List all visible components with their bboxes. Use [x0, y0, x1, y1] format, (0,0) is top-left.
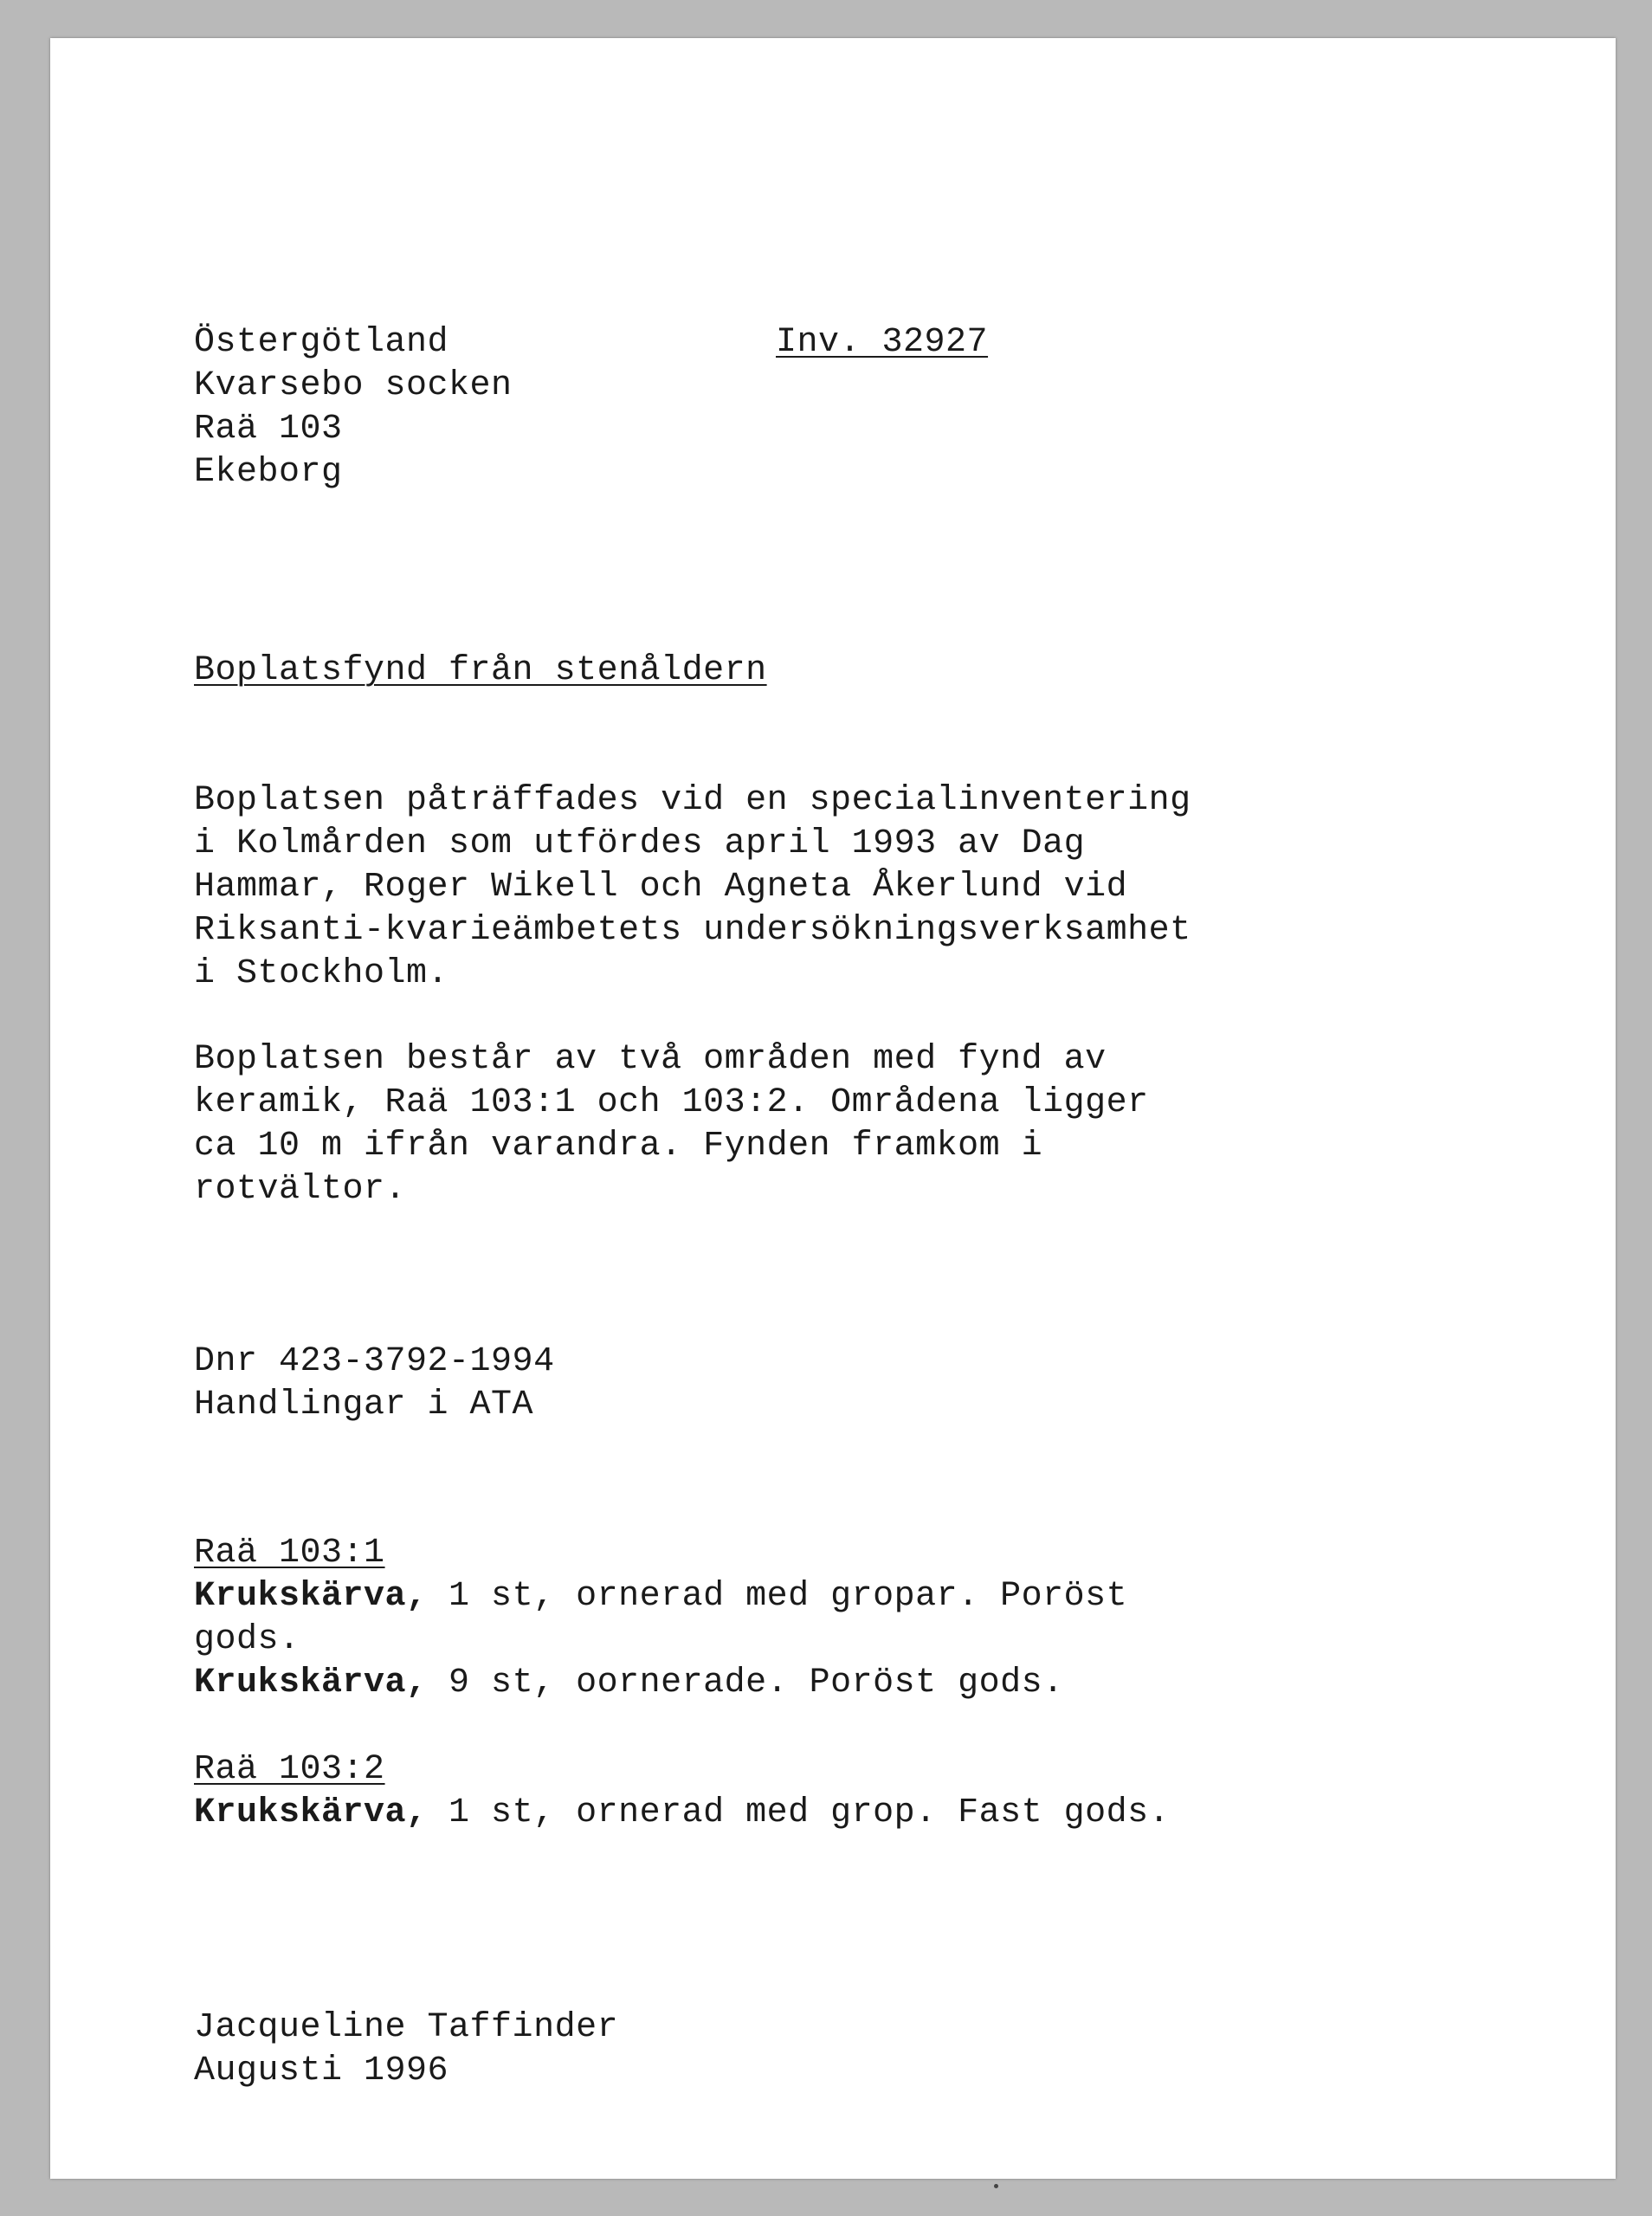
- paragraph2-line: keramik, Raä 103:1 och 103:2. Områdena ligger: [194, 1083, 1149, 1122]
- paragraph1-line: Boplatsen påträffades vid en specialinventering: [194, 781, 1191, 820]
- archive-text: Handlingar i ATA: [194, 1386, 534, 1425]
- paragraph1-line: Hammar, Roger Wikell och Agneta Åkerlund vid: [194, 868, 1128, 907]
- site2-item1: [194, 1792, 1170, 1835]
- scan-speck: [994, 2184, 998, 2188]
- site2-label: Raä 103:2: [194, 1750, 385, 1789]
- item-name: Krukskärva,: [194, 1577, 428, 1616]
- paragraph2-line: ca 10 m ifrån varandra. Fynden framkom i: [194, 1127, 1043, 1166]
- paragraph2-line: rotvältor.: [194, 1170, 407, 1209]
- signature-date: Augusti 1996: [194, 2051, 449, 2090]
- site-text: Raä 103: [194, 410, 343, 449]
- place-text: Ekeborg: [194, 453, 343, 492]
- item-description: 1 st, ornerad med grop. Fast gods.: [427, 1793, 1171, 1832]
- dnr-text: Dnr 423-3792-1994: [194, 1342, 555, 1381]
- paragraph1-line: Riksanti-kvarieämbetets undersökningsverksamhet: [194, 911, 1191, 950]
- paragraph1-line: i Stockholm.: [194, 954, 449, 993]
- document-heading: Boplatsfynd från stenåldern: [194, 651, 767, 690]
- paragraph2-line: Boplatsen består av två områden med fynd av: [194, 1040, 1107, 1079]
- paragraph1-line: i Kolmården som utfördes april 1993 av Dag: [194, 824, 1086, 863]
- site1-item2: [194, 1662, 1064, 1705]
- document-page: [50, 38, 1616, 2179]
- item-description: 9 st, oornerade. Poröst gods.: [427, 1664, 1064, 1702]
- item-name: Krukskärva,: [194, 1664, 428, 1702]
- site1-item1-continued: gods.: [194, 1620, 300, 1659]
- site1-label: Raä 103:1: [194, 1534, 385, 1573]
- site1-item1: [194, 1575, 1127, 1618]
- inventory-number: Inv. 32927: [776, 323, 989, 362]
- parish-text: Kvarsebo socken: [194, 366, 513, 405]
- item-description: 1 st, ornerad med gropar. Poröst: [427, 1577, 1128, 1616]
- signature-author: Jacqueline Taffinder: [194, 2008, 619, 2047]
- item-name: Krukskärva,: [194, 1793, 428, 1832]
- region-text: Östergötland: [194, 323, 449, 362]
